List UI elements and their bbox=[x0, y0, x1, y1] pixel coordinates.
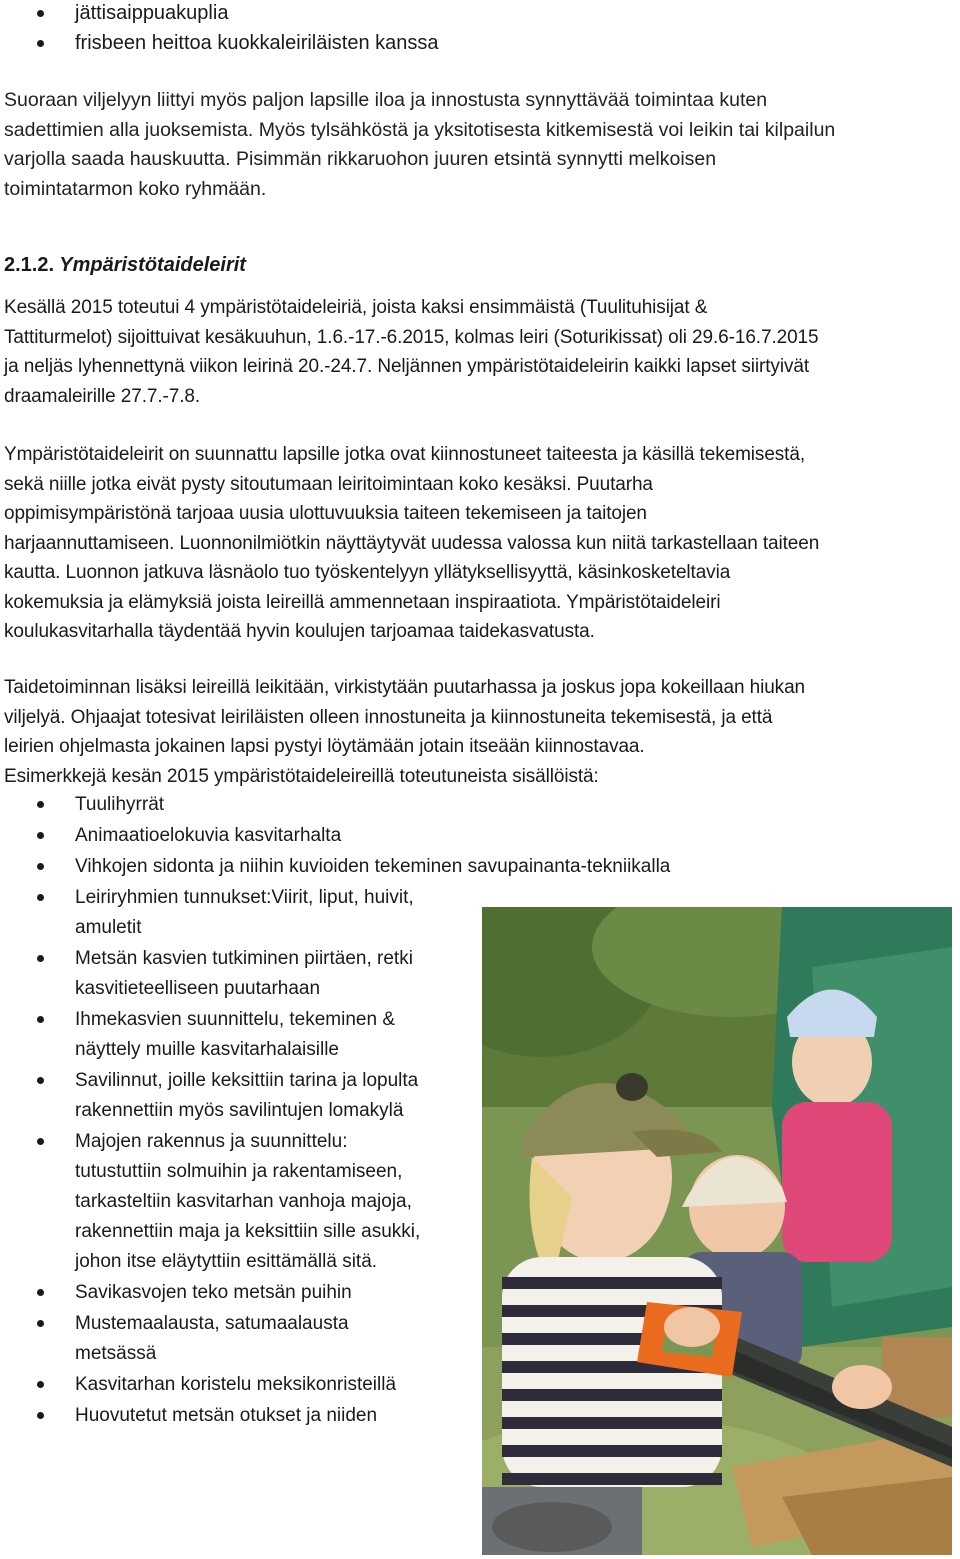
bullet-icon bbox=[37, 10, 44, 17]
list-item bbox=[75, 821, 480, 851]
bullet-icon bbox=[37, 1381, 44, 1388]
text-line: Esimerkkejä kesän 2015 ympäristötaideleireillä toteutuneista sisällöistä: bbox=[4, 765, 599, 787]
list-item-text: Savilinnut, joille keksittiin tarina ja lopulta bbox=[75, 1070, 419, 1091]
text-line: sekä niille jotka eivät pysty sitoutumaan leiritoimintaan koko kesäksi. Puutarha bbox=[4, 473, 653, 495]
list-item bbox=[75, 1005, 480, 1065]
list-item-text: tutustuttiin solmuihin ja rakentamiseen, bbox=[75, 1161, 403, 1182]
bullet-icon bbox=[37, 801, 44, 808]
photo-illustration bbox=[482, 907, 952, 1555]
list-item-text: Animaatioelokuvia kasvitarhalta bbox=[75, 825, 342, 846]
list-item bbox=[75, 852, 671, 882]
bullet-icon bbox=[37, 1289, 44, 1296]
text-line: Kesällä 2015 toteutui 4 ympäristötaideleiriä, joista kaksi ensimmäistä (Tuulituhisijat & bbox=[4, 297, 708, 318]
list-item bbox=[75, 790, 480, 820]
photo-children-sawing bbox=[482, 907, 952, 1555]
text-line: kokemuksia ja elämyksiä joista leireillä ammennetaan inspiraatiota. Ympäristötaideleiri bbox=[4, 591, 721, 613]
list-item-text: Tuulihyrrät bbox=[75, 794, 165, 815]
list-item-text: Majojen rakennus ja suunnittelu: bbox=[75, 1131, 348, 1152]
text-line: Taidetoiminnan lisäksi leireillä leikitään, virkistytään puutarhassa ja joskus jopa kokeillaan hiukan bbox=[4, 677, 806, 698]
bullet-icon bbox=[37, 1412, 44, 1419]
list-item-text: metsässä bbox=[75, 1343, 157, 1364]
list-item-text: rakennettiin myös savilintujen lomakylä bbox=[75, 1100, 404, 1121]
list-item-text: frisbeen heittoa kuokkaleiriläisten kanssa bbox=[75, 32, 439, 54]
list-item-text: amuletit bbox=[75, 917, 142, 938]
text-line: viljelyä. Ohjaajat totesivat leiriläisten olleen innostuneita ja kiinnostuneita tekemisestä, ja että bbox=[4, 706, 773, 728]
bullet-icon bbox=[37, 832, 44, 839]
text-line: varjolla saada hauskuutta. Pisimmän rikkaruohon juuren etsintä synnytti melkoisen bbox=[4, 148, 717, 170]
list-item-text: Kasvitarhan koristelu meksikonristeillä bbox=[75, 1374, 397, 1395]
list-item bbox=[75, 0, 228, 26]
text-line: oppimisympäristönä tarjoaa uusia ulottuvuuksia taiteen tekemiseen ja taitojen bbox=[4, 503, 647, 524]
paragraph-camps-purpose bbox=[4, 440, 956, 647]
text-line: draamaleirille 27.7.-7.8. bbox=[4, 385, 201, 407]
list-item-text: Vihkojen sidonta ja niihin kuvioiden tekeminen savupainanta-tekniikalla bbox=[75, 856, 671, 877]
list-item-text: Mustemaalausta, satumaalausta bbox=[75, 1313, 349, 1334]
text-line: toimintatarmon koko ryhmään. bbox=[4, 177, 267, 200]
list-item-text: tarkasteltiin kasvitarhan vanhoja majoja, bbox=[75, 1191, 412, 1212]
text-line: leirien ohjelmasta jokainen lapsi pystyi löytämään jotain itseään kiinnostavaa. bbox=[4, 736, 645, 757]
bullet-icon bbox=[37, 1320, 44, 1327]
paragraph-camps-schedule bbox=[4, 293, 956, 411]
text-line: ja neljäs lyhennettynä viikon leirinä 20.-24.7. Neljännen ympäristötaideleirin kaikki lapset siirtyivät bbox=[4, 356, 810, 377]
list-item bbox=[75, 1278, 480, 1308]
list-item-text: jättisaippuakuplia bbox=[75, 2, 229, 24]
bullet-icon bbox=[37, 1016, 44, 1023]
list-item bbox=[75, 1370, 480, 1400]
list-item bbox=[75, 1127, 480, 1277]
section-heading bbox=[4, 254, 246, 277]
text-line: harjaannuttamiseen. Luonnonilmiötkin näyttäytyvät uudessa valossa kun niitä tarkastellaan taiteen bbox=[4, 532, 820, 554]
text-line: Tattiturmelot) sijoittuivat kesäkuuhun, 1.6.-17.-6.2015, kolmas leiri (Soturikissat) oli 29.6-16.7.2015 bbox=[4, 326, 819, 348]
list-item-text: rakennettiin maja ja keksittiin sille asukki, bbox=[75, 1221, 421, 1242]
list-item-text: johon itse eläytyttiin esittämällä sitä. bbox=[75, 1251, 378, 1272]
bullet-icon bbox=[37, 863, 44, 870]
list-item-text: näyttely muille kasvitarhalaisille bbox=[75, 1039, 339, 1060]
section-number: 2.1.2. bbox=[4, 254, 55, 276]
bullet-icon bbox=[37, 1138, 44, 1145]
list-item bbox=[75, 883, 480, 943]
section-title: Ympäristötaideleirit bbox=[59, 254, 246, 276]
list-item bbox=[75, 1309, 480, 1369]
list-item-text: kasvitieteelliseen puutarhaan bbox=[75, 978, 321, 999]
bullet-icon bbox=[37, 955, 44, 962]
paragraph-garden-activities bbox=[4, 86, 956, 204]
bullet-icon bbox=[37, 894, 44, 901]
text-line: kautta. Luonnon jatkuva läsnäolo tuo työskentelyyn yllätyksellisyyttä, käsinkosketeltavia bbox=[4, 562, 731, 583]
list-item-text: Savikasvojen teko metsän puihin bbox=[75, 1282, 352, 1303]
list-item bbox=[75, 1401, 480, 1431]
bullet-icon bbox=[37, 1077, 44, 1084]
list-item-text: Huovutetut metsän otukset ja niiden bbox=[75, 1405, 378, 1426]
list-item-text: Leiriryhmien tunnukset:Viirit, liput, huivit, bbox=[75, 887, 414, 908]
text-line: koulukasvitarhalla täydentää hyvin koulujen tarjoamaa taidekasvatusta. bbox=[4, 621, 595, 642]
list-item bbox=[75, 30, 439, 56]
bullet-icon bbox=[37, 40, 44, 47]
text-line: Suoraan viljelyyn liittyi myös paljon lapsille iloa ja innostusta synnyttävää toimintaa kuten bbox=[4, 89, 768, 111]
text-line: sadettimien alla juoksemista. Myös tylsähköstä ja yksitotisesta kitkemisestä voi leikin tai kilpailun bbox=[4, 118, 836, 141]
list-item bbox=[75, 944, 480, 1004]
paragraph-camp-activities bbox=[4, 673, 956, 791]
list-item bbox=[75, 1066, 480, 1126]
striped-shirt bbox=[502, 1257, 722, 1487]
list-item-text: Ihmekasvien suunnittelu, tekeminen & bbox=[75, 1009, 396, 1030]
text-line: Ympäristötaideleirit on suunnattu lapsille jotka ovat kiinnostuneet taiteesta ja käsillä tekemisestä, bbox=[4, 444, 806, 465]
list-item-text: Metsän kasvien tutkiminen piirtäen, retki bbox=[75, 948, 413, 969]
